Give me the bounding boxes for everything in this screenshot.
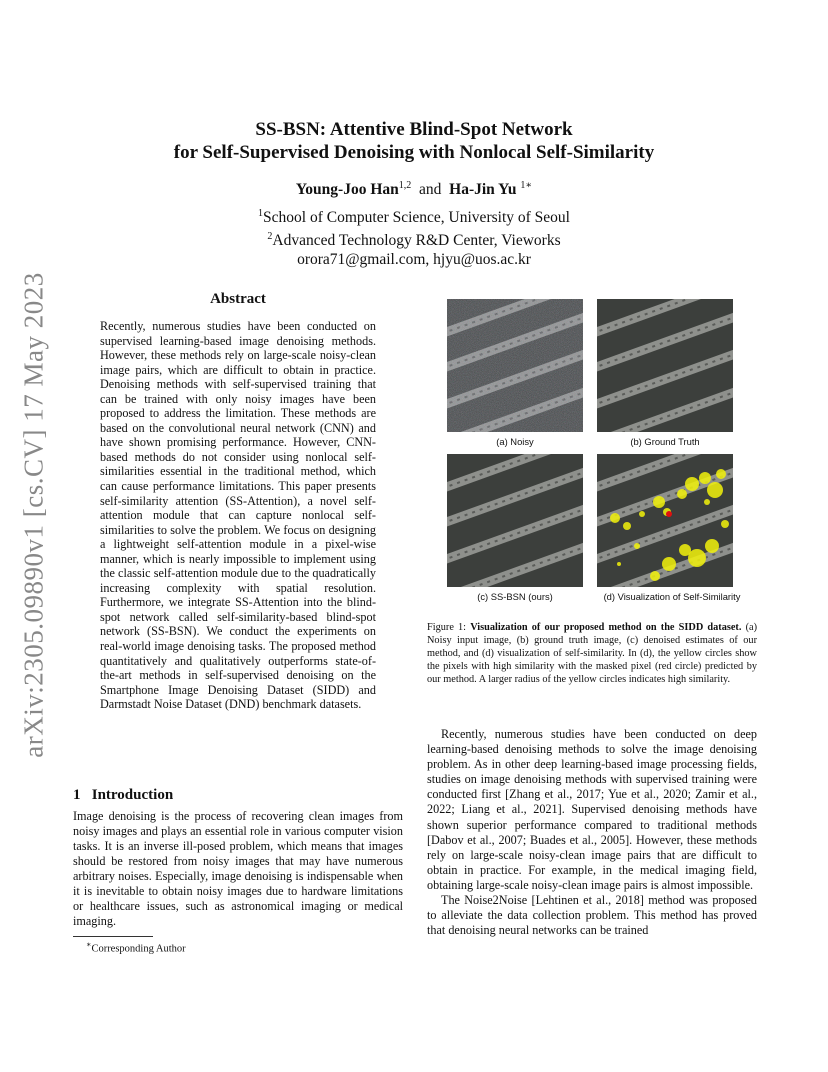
author-emails: orora71@gmail.com, hjyu@uos.ac.kr [297, 251, 531, 269]
similarity-circle [716, 469, 726, 479]
introduction-text: Image denoising is the process of recovering clean images from noisy images and plays an essential role in various computer vision tasks. It is an inverse ill-posed problem, which means that images should be restored from noisy images that may have numerous arbitrary noises. Especially, image denoising is indispensable when it is inevitable to obtain noisy images due to hardware limitations or healthcare issues, such as astronomical imaging or medical imaging. [73, 809, 403, 928]
paper-title [60, 118, 768, 164]
section-heading [73, 787, 173, 804]
affiliation-1: School of Computer Science, University of Seoul [263, 209, 570, 227]
similarity-circle [707, 482, 723, 498]
affiliations [60, 204, 768, 269]
author-and: and [419, 181, 442, 199]
abstract-text: Recently, numerous studies have been conducted on supervised learning-based image denoising methods. However, these methods rely on large-scale noisy-clean image pairs, which are difficult to obtain in practice. Denoising methods with self-supervised training that can be trained with only noisy images have been proposed to address the limitation. These methods are based on the convolutional neural network (CNN) and have shown promising performance. However, CNN-based methods do not consider using nonlocal self-similarities essential in the traditional method, which can cause performance limitations. This paper presents self-similarity attention (SS-Attention), a novel self-attention module that can capture nonlocal self-similarities to solve the problem. We focus on designing a lightweight self-attention module in a pixel-wise manner, which is nearly impossible to implement using the classic self-attention module due to the quadratically increasing complexity with spatial resolution. Furthermore, we integrate SS-Attention into the blind-spot network called self-similarity-based blind-spot network (SS-BSN). We conduct the experiments on real-world image denoising tasks. The proposed method quantitatively and qualitatively outperforms state-of-the-art methods in self-supervised denoising on the Smartphone Image Denoising Dataset (SIDD) and Darmstadt Noise Dataset (DND) benchmark datasets. [100, 319, 376, 712]
footnote-rule [73, 936, 153, 937]
similarity-circle [634, 543, 640, 549]
figure-caption-bold: Visualization of our proposed method on the SIDD dataset. [470, 622, 742, 633]
author-2: Ha-Jin Yu [449, 181, 517, 199]
similarity-circle [721, 520, 729, 528]
panel-ground-truth-image [597, 299, 733, 432]
similarity-circle [662, 557, 676, 571]
similarity-circle [610, 513, 620, 523]
panel-b-label: (b) Ground Truth [630, 436, 700, 447]
figure-1-caption [427, 621, 757, 686]
panel-noisy-image [447, 299, 583, 432]
title-line-2: for Self-Supervised Denoising with Nonlocal Self-Similarity [173, 142, 655, 163]
paragraph-1: Recently, numerous studies have been conducted on deep learning-based denoising methods to solve the image denoising problem. As in other deep learning-based image processing fields, studies on image denoising methods with supervised training were conducted first [Zhang et al., 2017; Yue et al., 2020; Zamir et al., 2022; Liang et al., 2021]. Supervised denoising methods have shown superior performance compared to traditional methods [Dabov et al., 2007; Buades et al., 2005]. However, these methods rely on large-scale noisy-clean image pairs that are difficult to obtain in practice. For example, in the medical imaging field, obtaining large-scale noisy-clean image pairs is almost impossible. [427, 727, 757, 892]
abstract-heading: Abstract [210, 291, 266, 307]
similarity-circle [699, 472, 711, 484]
figure-1 [440, 296, 762, 602]
similarity-circle [650, 571, 660, 581]
masked-pixel-circle [666, 511, 672, 517]
similarity-circle [617, 562, 621, 566]
figure-caption-prefix: Figure 1: [427, 622, 467, 633]
similarity-circle [704, 499, 710, 505]
figure-caption-rest: (a) Noisy input image, (b) ground truth image, (c) denoised estimates of our method, and (d) visualization of self-similarity. In (d), the yellow circles show the pixels with high similarity with the masked pixel (red circle) predicted by our method. A larger radius of the yellow circles indicates high similarity. [427, 622, 758, 685]
panel-d-label: (d) Visualization of Self-Similarity [603, 591, 741, 602]
footnote [86, 940, 186, 955]
author-2-affil: 1∗ [520, 180, 533, 191]
author-list [60, 180, 768, 199]
similarity-circle [685, 477, 699, 491]
similarity-circle [688, 549, 706, 567]
similarity-circle [653, 496, 665, 508]
panel-a-label: (a) Noisy [496, 436, 534, 447]
similarity-circle [705, 539, 719, 553]
similarity-circle [639, 511, 645, 517]
footnote-mark: ∗ [86, 940, 92, 949]
author-1: Young-Joo Han [295, 181, 399, 199]
paragraph-2: The Noise2Noise [Lehtinen et al., 2018] method was proposed to alleviate the data collection problem. This method has proved that denoising neural networks can be trained [427, 893, 757, 938]
affiliation-2: Advanced Technology R&D Center, Vieworks [272, 232, 561, 250]
author-1-affil: 1,2 [398, 180, 412, 191]
similarity-circle [677, 489, 687, 499]
affil-2-mark: 2 [267, 231, 273, 243]
affil-1-mark: 1 [258, 208, 264, 219]
right-column-text [427, 727, 757, 938]
similarity-circle [623, 522, 631, 530]
title-line-1: SS-BSN: Attentive Blind-Spot Network [255, 119, 573, 140]
panel-ss-bsn-image [447, 454, 583, 587]
footnote-text: Corresponding Author [91, 943, 186, 955]
panel-c-label: (c) SS-BSN (ours) [477, 591, 553, 602]
section-number: 1 [73, 787, 81, 803]
panel-self-similarity-image [597, 454, 733, 587]
arxiv-identifier: arXiv:2305.09890v1 [cs.CV] 17 May 2023 [18, 272, 49, 758]
section-title: Introduction [91, 787, 174, 803]
